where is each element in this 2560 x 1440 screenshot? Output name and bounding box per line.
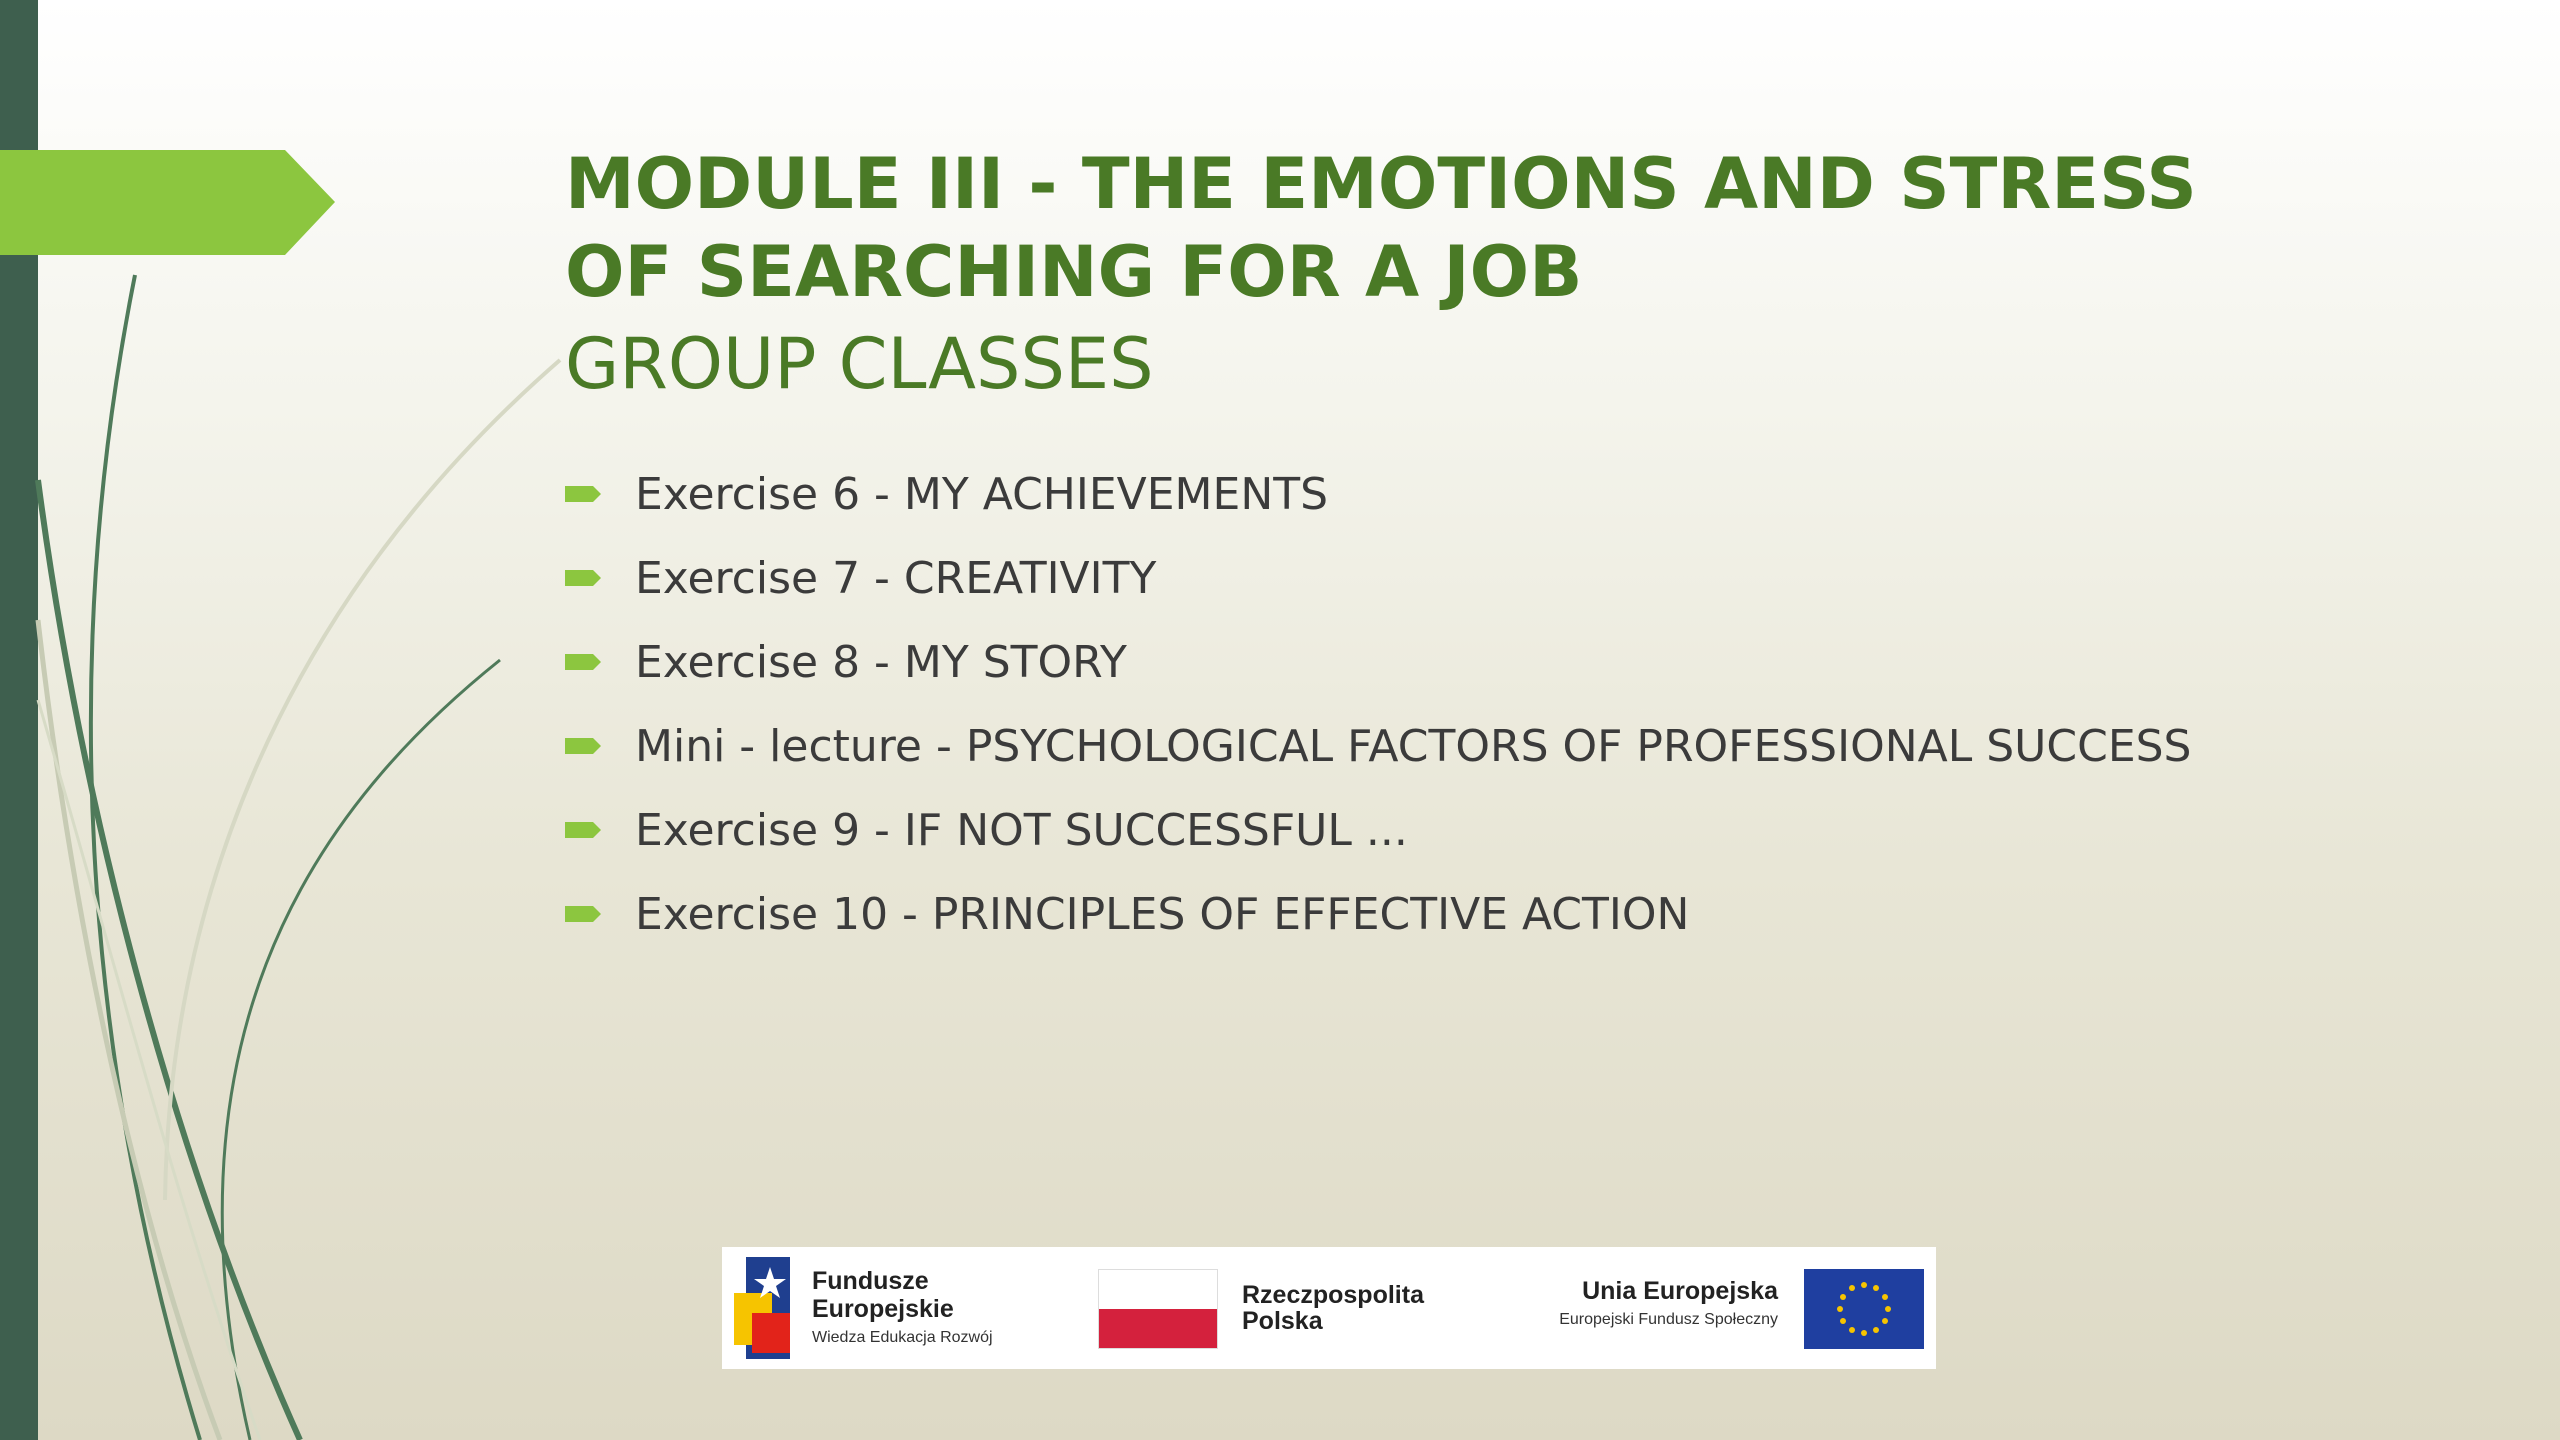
- eu-flag-icon: [1804, 1269, 1924, 1349]
- bullet-text: Exercise 10 - PRINCIPLES OF EFFECTIVE ACTION: [635, 888, 1690, 940]
- bullet-text: Exercise 8 - MY STORY: [635, 636, 1127, 688]
- fundusze-subtitle: Wiedza Edukacja Rozwój: [812, 1329, 993, 1346]
- bullet-item: [565, 536, 2191, 620]
- bullet-list: [565, 452, 2191, 956]
- arrow-bullet-icon: [565, 652, 603, 672]
- arrow-bullet-icon: [565, 484, 603, 504]
- chevron-arrow-icon: [0, 150, 335, 255]
- bullet-item: [565, 452, 2191, 536]
- bullet-text: Exercise 9 - IF NOT SUCCESSFUL ...: [635, 804, 1408, 856]
- slide-subtitle: GROUP CLASSES: [565, 323, 1154, 405]
- rp-line1: Rzeczpospolita: [1242, 1281, 1424, 1309]
- funding-logos-banner: [722, 1247, 1936, 1369]
- bullet-item: [565, 620, 2191, 704]
- fundusze-line2: Europejskie: [812, 1295, 954, 1323]
- bullet-text: Mini - lecture - PSYCHOLOGICAL FACTORS OF PROFESSIONAL SUCCESS: [635, 720, 2192, 772]
- slide-title: MODULE III - THE EMOTIONS AND STRESS OF SEARCHING FOR A JOB: [565, 143, 2197, 313]
- bullet-item: [565, 872, 2191, 956]
- bullet-text: Exercise 7 - CREATIVITY: [635, 552, 1157, 604]
- polish-flag-icon: [1098, 1269, 1218, 1349]
- ue-fund: Europejski Fundusz Społeczny: [1559, 1311, 1778, 1328]
- arrow-bullet-icon: [565, 820, 603, 840]
- ue-name: Unia Europejska: [1582, 1277, 1778, 1305]
- arrow-bullet-icon: [565, 904, 603, 924]
- bullet-text: Exercise 6 - MY ACHIEVEMENTS: [635, 468, 1329, 520]
- fundusze-europejskie-logo-icon: [732, 1253, 794, 1363]
- arrow-bullet-icon: [565, 568, 603, 588]
- rp-line2: Polska: [1242, 1307, 1323, 1335]
- bullet-item: [565, 788, 2191, 872]
- fundusze-line1: Fundusze: [812, 1267, 929, 1295]
- bullet-item: [565, 704, 2191, 788]
- arrow-bullet-icon: [565, 736, 603, 756]
